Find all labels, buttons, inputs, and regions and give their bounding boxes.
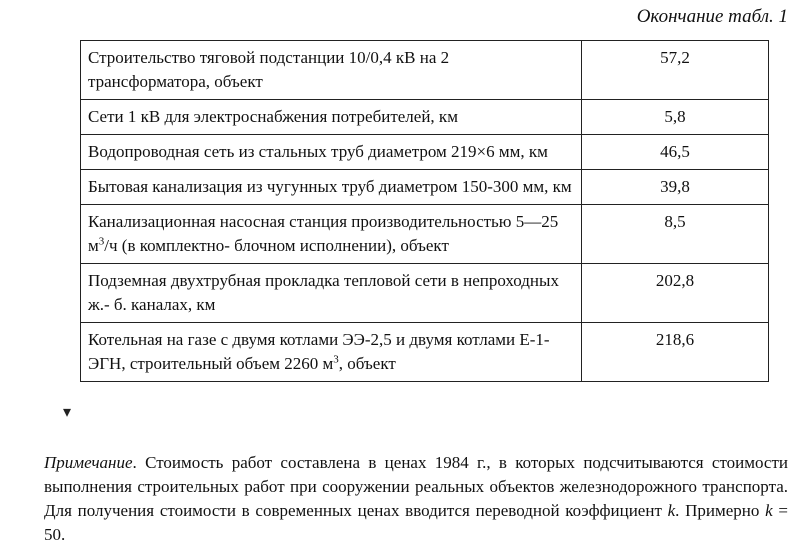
superscript: 3 [333, 353, 339, 366]
superscript: 3 [98, 235, 105, 248]
note-label: Примечание [44, 453, 133, 472]
table-row [81, 135, 769, 170]
row-description: Бытовая канализация из чугунных труб диаметром 150-300 мм, км [81, 170, 582, 205]
table-row [81, 100, 769, 135]
cost-table [80, 40, 769, 382]
table-row [81, 170, 769, 205]
row-description [81, 323, 582, 382]
note-text: . Стоимость работ составлена в ценах 1984 г., в которых подсчитываются стоимости выполнения строительных работ при сооружении реальных объектов железнодорожного транспорта. Для получения стоимости в современных ценах вводится переводной коэффициент [44, 453, 788, 520]
table-row [81, 205, 769, 264]
row-description [81, 205, 582, 264]
row-description: Водопроводная сеть из стальных труб диаметром 219×6 мм, км [81, 135, 582, 170]
desc-text: Котельная на газе с двумя котлами ЭЭ-2,5 и двумя котлами Е-1-ЭГН, строительный объем 2260 м [88, 330, 550, 373]
row-description: Строительство тяговой подстанции 10/0,4 кВ на 2 трансформатора, объект [81, 41, 582, 100]
table-row [81, 41, 769, 100]
desc-text: , объект [338, 354, 396, 373]
desc-text: /ч (в комплектно- блочном исполнении), объект [104, 236, 449, 255]
row-description: Сети 1 кВ для электроснабжения потребителей, км [81, 100, 582, 135]
note-text: . Примерно [675, 501, 766, 520]
note-text: = 50. [44, 501, 788, 544]
table-row [81, 323, 769, 382]
stray-mark: ▾ [63, 404, 72, 421]
row-value: 8,5 [582, 205, 769, 264]
row-value: 46,5 [582, 135, 769, 170]
table-row [81, 264, 769, 323]
row-value: 5,8 [582, 100, 769, 135]
row-value: 218,6 [582, 323, 769, 382]
row-value: 39,8 [582, 170, 769, 205]
row-value: 57,2 [582, 41, 769, 100]
row-value: 202,8 [582, 264, 769, 323]
note-variable: k [667, 501, 676, 520]
row-description: Подземная двухтрубная прокладка тепловой сети в непроходных ж.- б. каналах, км [81, 264, 582, 323]
table-caption: Окончание табл. 1 [636, 6, 788, 27]
note-variable: k [765, 501, 773, 520]
table-note [44, 451, 788, 547]
desc-text: Канализационная насосная станция производительностью 5—25 м [88, 212, 559, 255]
